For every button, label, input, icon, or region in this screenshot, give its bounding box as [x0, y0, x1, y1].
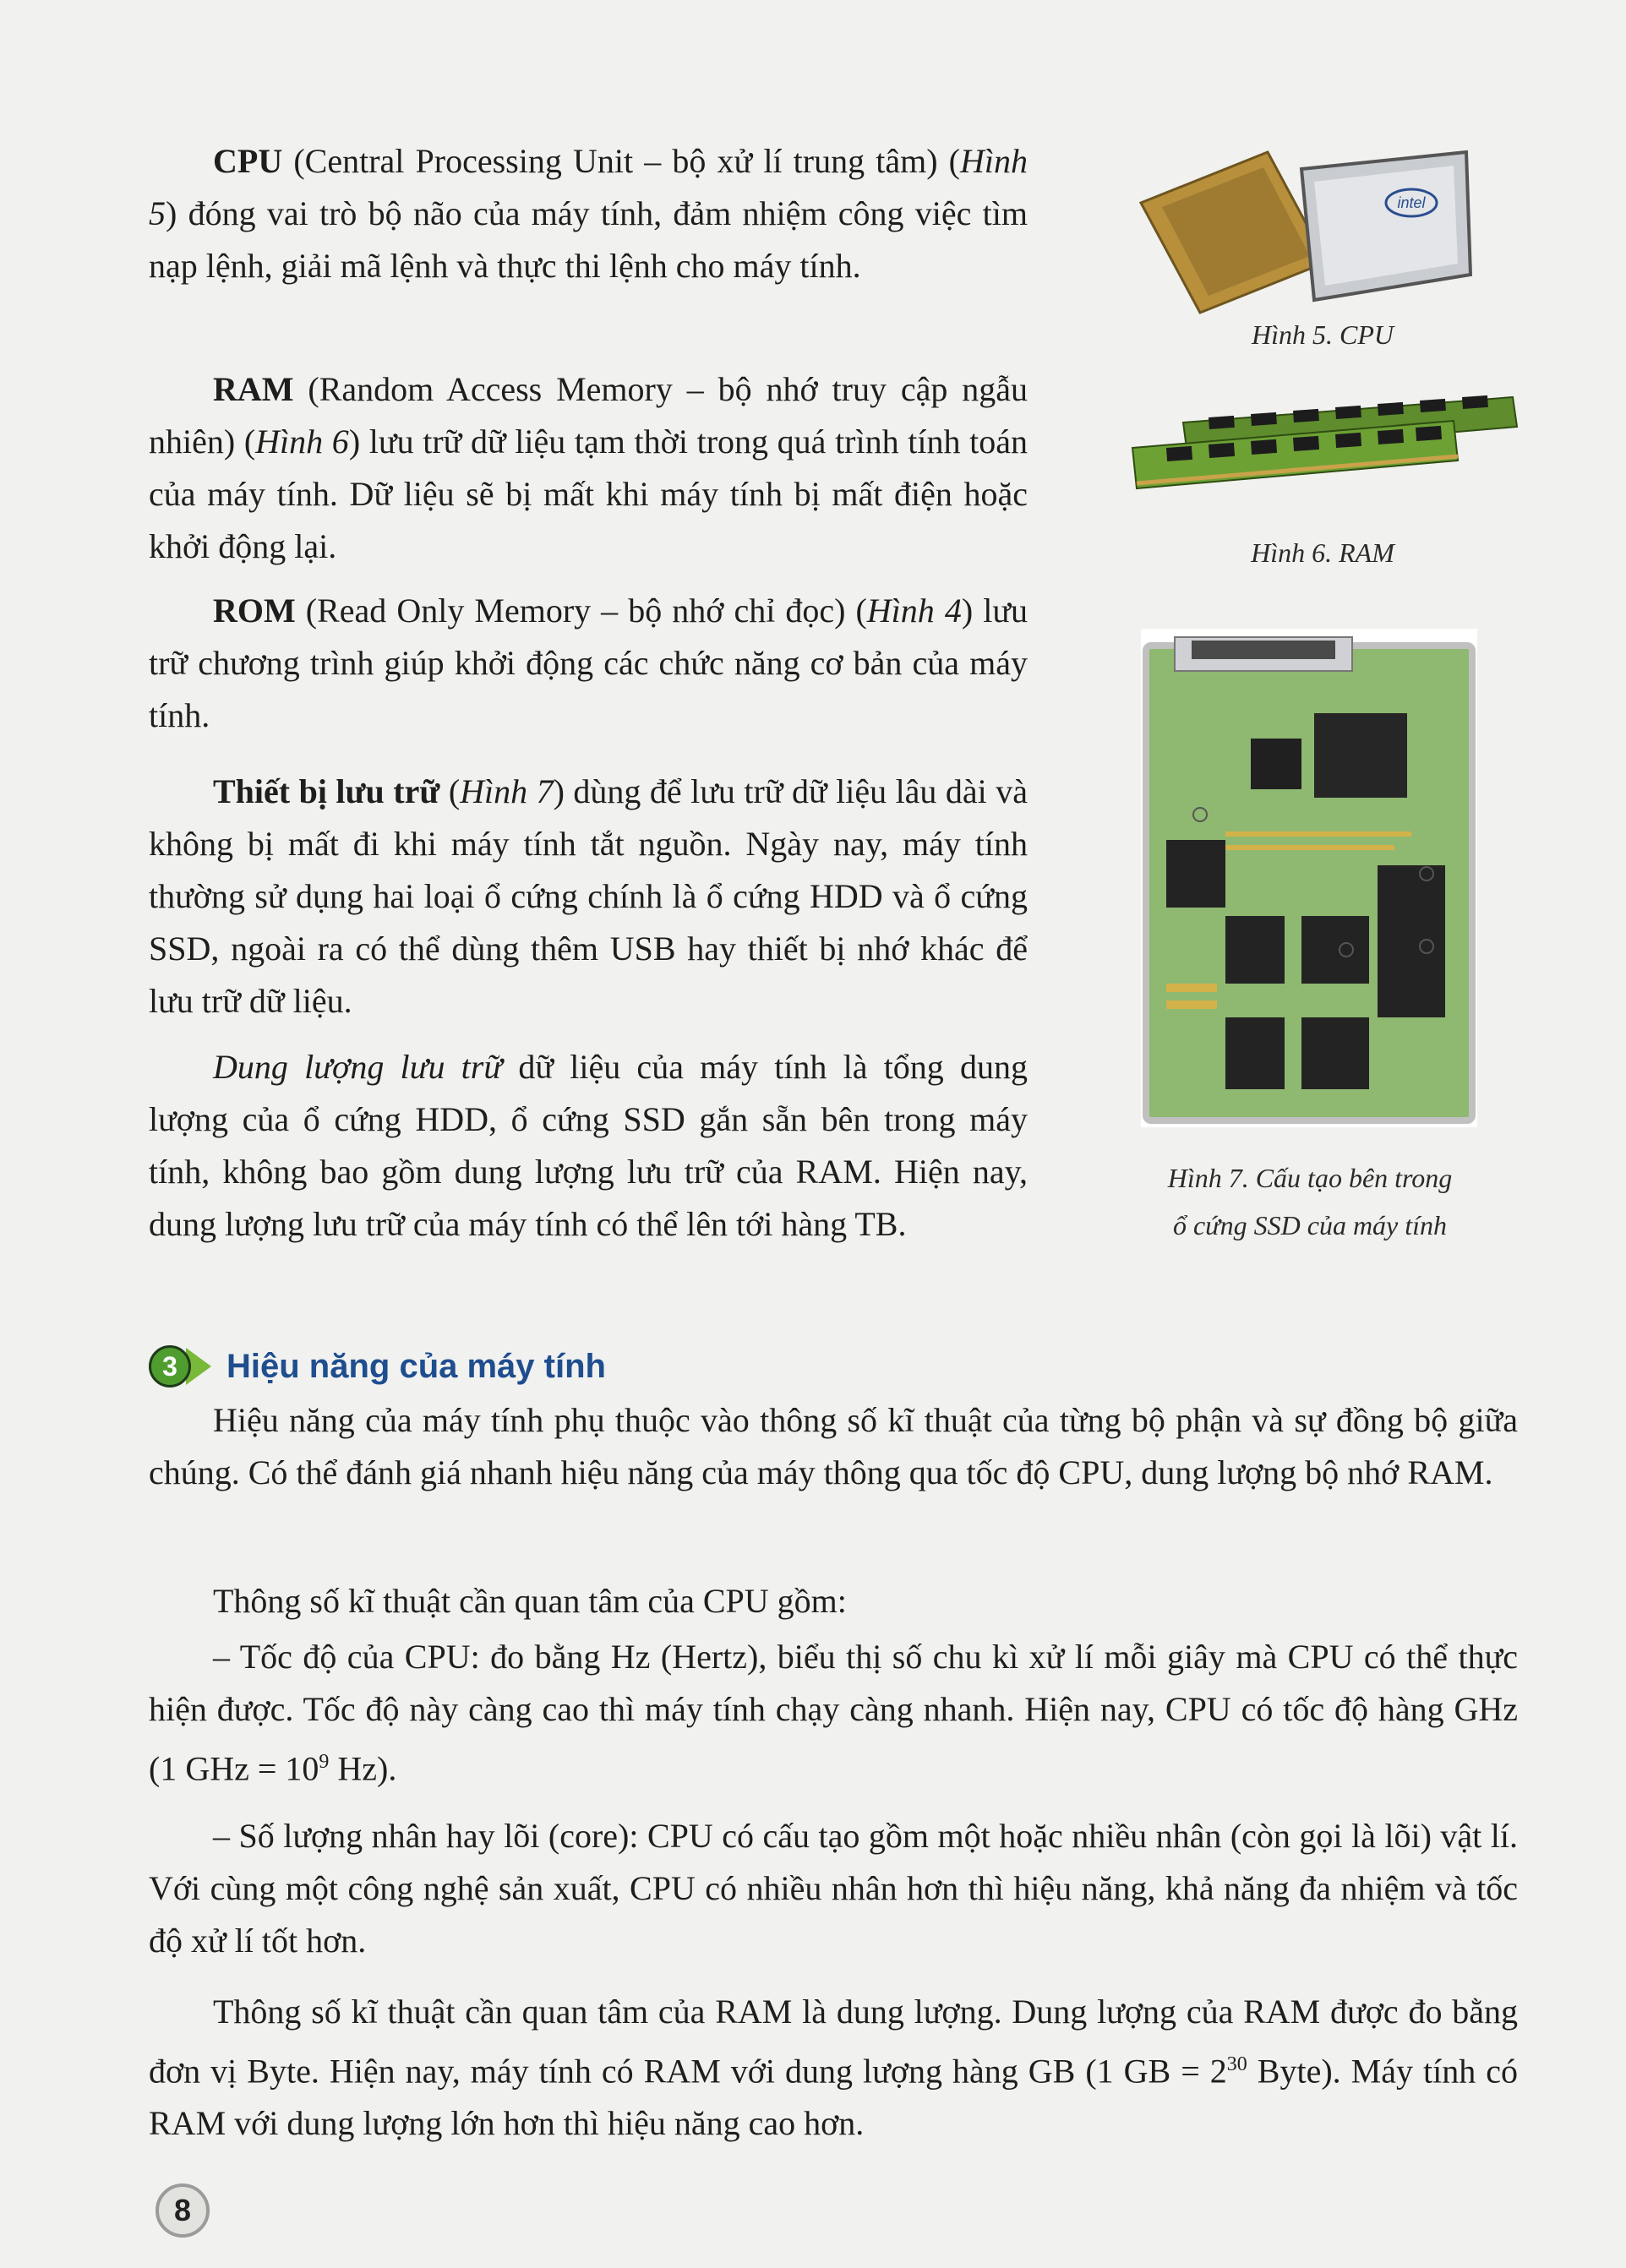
ram-paragraph: RAM (Random Access Memory – bộ nhớ truy cập ngẫu nhiên) (Hình 6) lưu trữ dữ liệu tạm thời trong quá trình tính toán của máy tính. Dữ liệu sẽ bị mất khi máy tính bị mất điện hoặc khởi động lại. — [149, 370, 1028, 565]
cpu-caption: Hình 5. CPU — [1252, 319, 1394, 350]
cpu-specs-heading: Thông số kĩ thuật cần quan tâm của CPU gồm: — [213, 1582, 847, 1620]
rom-term: ROM — [213, 592, 296, 630]
ssd-caption — [1099, 1154, 1521, 1249]
cpu-cores-paragraph: – Số lượng nhân hay lõi (core): CPU có cấu tạo gồm một hoặc nhiều nhân (còn gọi là lõi) vật lí. Với cùng một công nghệ sản xuất, CPU có nhiều nhân hơn thì hiệu năng, khả năng đa nhiệm và tốc độ xử lí tốt hơn. — [149, 1817, 1518, 1960]
capacity-paragraph: Dung lượng lưu trữ dữ liệu của máy tính là tổng dung lượng của ổ cứng HDD, ổ cứng SSD gắn sẵn bên trong máy tính, không bao gồm dung lượng lưu trữ của RAM. Hiện nay, dung lượng lưu trữ của máy tính có thể lên tới hàng TB. — [149, 1048, 1028, 1243]
cpu-image — [1132, 135, 1496, 321]
ram-caption: Hình 6. RAM — [1251, 537, 1394, 568]
ssd-caption-line1: Hình 7. Cấu tạo bên trong — [1167, 1163, 1453, 1193]
cpu-speed-paragraph: – Tốc độ của CPU: đo bằng Hz (Hertz), biểu thị số chu kì xử lí mỗi giây mà CPU có thể thực hiện được. Tốc độ này càng cao thì máy tính chạy càng nhanh. Hiện nay, CPU có tốc độ hàng GHz (1 GHz = $10^9$ Hz). — [149, 1638, 1518, 1788]
ssd-caption-line2: ổ cứng SSD của máy tính — [1172, 1210, 1448, 1240]
page-number: 8 — [156, 2183, 210, 2238]
ghz-exponent: 9 — [319, 1751, 330, 1773]
rom-figure-ref: Hình 4 — [866, 592, 962, 630]
capacity-term: Dung lượng lưu trữ — [213, 1048, 503, 1086]
ram-image — [1116, 389, 1521, 532]
ram-specs-paragraph: Thông số kĩ thuật cần quan tâm của RAM là dung lượng. Dung lượng của RAM được đo bằng đơn vị Byte. Hiện nay, máy tính có RAM với dung lượng hàng GB (1 GB = $2^{30}$ Byte). Máy tính có RAM với dung lượng lớn hơn thì hiệu năng cao hơn. — [149, 1993, 1518, 2143]
cpu-term: CPU — [213, 142, 283, 180]
performance-intro-paragraph: Hiệu năng của máy tính phụ thuộc vào thông số kĩ thuật của từng bộ phận và sự đồng bộ giữa chúng. Có thể đánh giá nhanh hiệu năng của máy thông qua tốc độ CPU, dung lượng bộ nhớ RAM. — [149, 1401, 1518, 1491]
intel-logo-text: intel — [1397, 194, 1426, 211]
gb-exponent: 30 — [1226, 2053, 1247, 2075]
ram-term: RAM — [213, 370, 294, 408]
storage-term: Thiết bị lưu trữ — [213, 772, 440, 810]
ram-figure-ref: Hình 6 — [255, 423, 349, 461]
section-title: Hiệu năng của máy tính — [226, 1347, 606, 1385]
cpu-paragraph: CPU (Central Processing Unit – bộ xử lí trung tâm) (Hình 5) đóng vai trò bộ não của máy tính, đảm nhiệm công việc tìm nạp lệnh, giải mã lệnh và thực thi lệnh cho máy tính. — [149, 142, 1028, 285]
storage-figure-ref: Hình 7 — [460, 772, 554, 810]
section-number-badge: 3 — [149, 1345, 191, 1388]
ssd-image — [1141, 629, 1477, 1127]
section-heading — [149, 1340, 606, 1393]
cpu-figure-ref: Hình 5 — [149, 142, 1028, 232]
rom-paragraph: ROM (Read Only Memory – bộ nhớ chỉ đọc) (Hình 4) lưu trữ chương trình giúp khởi động các chức năng cơ bản của máy tính. — [149, 592, 1028, 734]
storage-paragraph: Thiết bị lưu trữ (Hình 7) dùng để lưu trữ dữ liệu lâu dài và không bị mất đi khi máy tính tắt nguồn. Ngày nay, máy tính thường sử dụng hai loại ổ cứng chính là ổ cứng HDD và ổ cứng SSD, ngoài ra có thể dùng thêm USB hay thiết bị nhớ khác để lưu trữ dữ liệu. — [149, 772, 1029, 1020]
